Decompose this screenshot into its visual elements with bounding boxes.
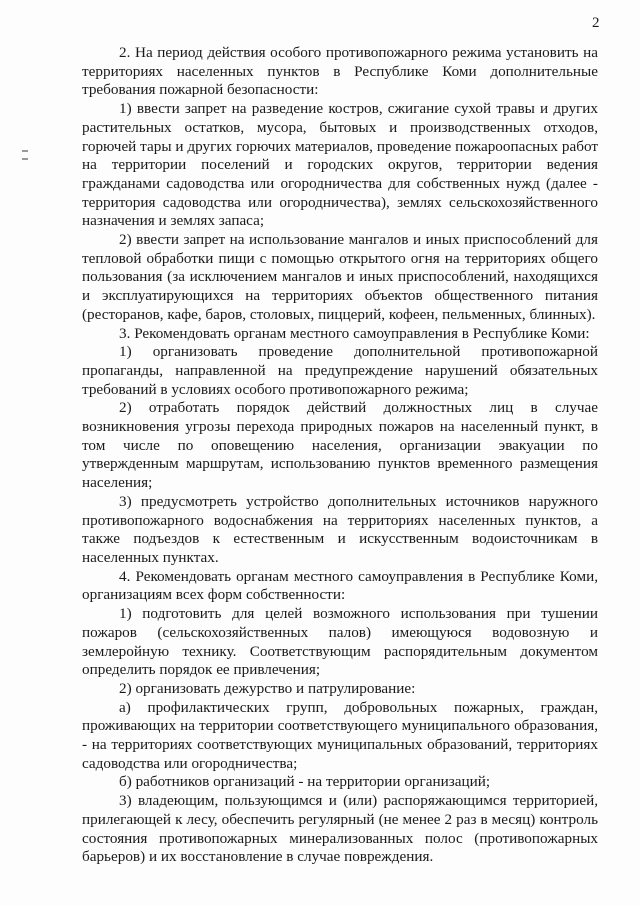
paragraph-4-intro: 4. Рекомендовать органам местного самоуправления в Республике Коми, организациям всех форм собственности: (82, 567, 598, 604)
paragraph-4-2-patrol: 2) организовать дежурство и патрулирование: (119, 679, 416, 697)
document-body (82, 44, 598, 867)
paragraph-3-intro: 3. Рекомендовать органам местного самоуправления в Республике Коми: (119, 324, 590, 342)
paragraph-3-1-propaganda: 1) организовать проведение дополнительной противопожарной пропаганды, направленной на предупреждение нарушений обязательных требований в условиях особого противопожарного режима; (82, 343, 598, 398)
scan-mark (22, 150, 28, 152)
paragraph-3-2-procedures: 2) отработать порядок действий должностных лиц в случае возникновения угрозы перехода природных пожаров на населенный пункт, в том числе по оповещению населения, организации эвакуации по утвержденным маршрутам, использованию пунктов временного размещения населения; (82, 399, 598, 492)
paragraph-4-2-b-workers: б) работников организаций - на территории организаций; (119, 773, 491, 791)
page-number: 2 (592, 15, 600, 31)
paragraph-3-3-water-supply: 3) предусмотреть устройство дополнительных источников наружного противопожарного водоснабжения на территориях населенных пунктов, а также подъездов к естественным и искусственным водоисточникам в населенных пунктах. (82, 492, 598, 566)
paragraph-4-3-firebreaks: 3) владеющим, пользующимся и (или) распоряжающимся территорией, прилегающей к лесу, обеспечить регулярный (не менее 2 раз в месяц) контроль состояния противопожарных минерализованных полос (противопожарных барьеров) и их восстановление в случае повреждения. (82, 792, 598, 866)
paragraph-2-intro: 2. На период действия особого противопожарного режима установить на территориях населенных пунктов в Республике Коми дополнительные требования пожарной безопасности: (82, 44, 598, 99)
paragraph-4-1-equipment: 1) подготовить для целей возможного использования при тушении пожаров (сельскохозяйственных палов) имеющуюся водовозную и землеройную технику. Соответствующим распорядительным документом определить порядок ее привлечения; (82, 605, 598, 679)
paragraph-2-2-grill-ban: 2) ввести запрет на использование мангалов и иных приспособлений для тепловой обработки пищи с помощью открытого огня на территориях общего пользования (за исключением мангалов и иных приспособлений, находящихся и эксплуатирующихся на территориях объектов общественного питания (ресторанов, кафе, баров, столовых, пиццерий, кофеен, пельменных, блинных). (82, 231, 598, 323)
scan-mark (22, 158, 28, 160)
paragraph-2-1-fire-ban: 1) ввести запрет на разведение костров, сжигание сухой травы и других растительных остатков, мусора, бытовых и производственных отходов, горючей тары и других горючих материалов, проведение пожароопасных работ на территории поселений и городских округов, территории ведения гражданами садоводства или огородничества для собственных нужд (далее - территория садоводства или огородничества), землях сельскохозяйственного назначения и землях запаса; (82, 100, 598, 230)
paragraph-4-2-a-groups: а) профилактических групп, добровольных пожарных, граждан, проживающих на территории соответствующего муниципального образования, - на территориях соответствующих муниципальных образований, территориях садоводства или огородничества; (82, 698, 598, 772)
